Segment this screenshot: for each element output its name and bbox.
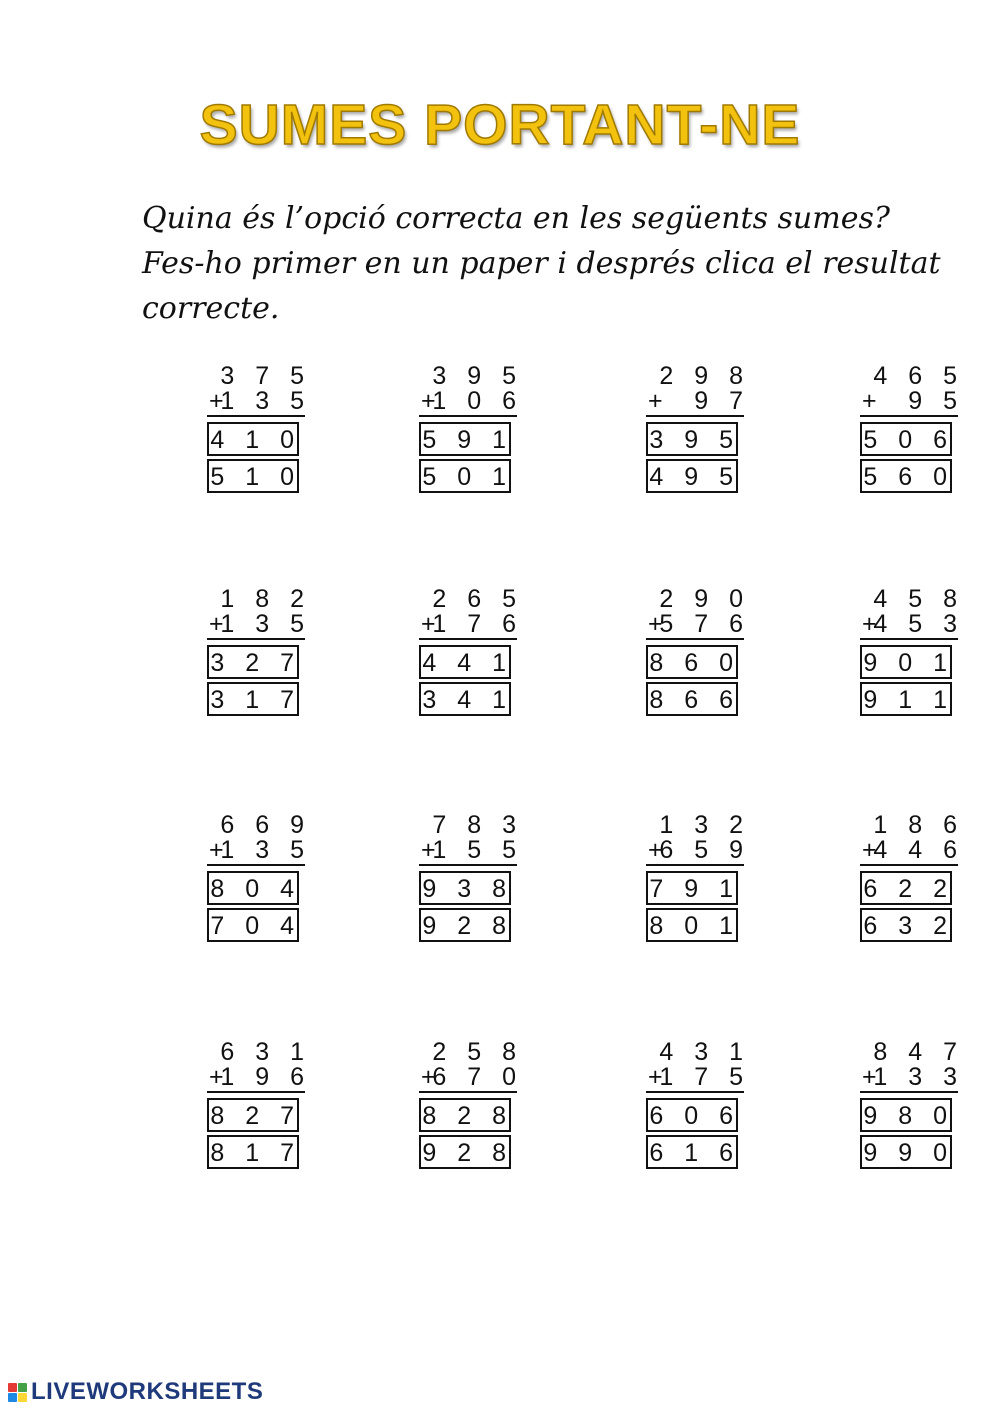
answer-value: 8 0 4 — [210, 875, 301, 903]
instruction-line: Fes-ho primer en un paper i després clica el resultat — [142, 246, 941, 281]
answer-option-a[interactable] — [207, 645, 299, 679]
operation-row — [860, 836, 964, 866]
answer-option-b[interactable] — [207, 1135, 299, 1169]
addend-bottom: 1 7 5 — [659, 1063, 750, 1091]
answer-value: 9 8 0 — [863, 1102, 954, 1130]
answer-value: 5 6 0 — [863, 463, 954, 491]
addend-top: 2 6 5 — [432, 585, 523, 613]
addend-bottom: 1 9 6 — [220, 1063, 311, 1091]
answer-value: 5 0 1 — [422, 463, 513, 491]
addend-top: 2 9 8 — [659, 362, 750, 390]
plus-sign: + — [648, 610, 663, 638]
answer-value: 9 1 1 — [863, 686, 954, 714]
addend-bottom: 6 7 0 — [432, 1063, 523, 1091]
addend-top: 6 3 1 — [220, 1038, 311, 1066]
plus-sign: + — [209, 836, 224, 864]
answer-option-b[interactable] — [207, 459, 299, 493]
addend-bottom: 1 0 6 — [432, 387, 523, 415]
addend-top: 1 8 2 — [220, 585, 311, 613]
addend-top: 3 7 5 — [220, 362, 311, 390]
operation-row — [207, 836, 311, 866]
plus-sign: + — [421, 1063, 436, 1091]
addend-bottom: 6 5 9 — [659, 836, 750, 864]
plus-sign: + — [862, 387, 877, 415]
answer-value: 8 0 1 — [649, 912, 740, 940]
answer-value: 3 1 7 — [210, 686, 301, 714]
operation-row — [207, 387, 311, 417]
addend-bottom: 1 3 5 — [220, 610, 311, 638]
answer-option-b[interactable] — [419, 1135, 511, 1169]
addend-top: 8 4 7 — [873, 1038, 964, 1066]
operation-row — [646, 836, 750, 866]
operation-row — [646, 387, 750, 417]
answer-option-a[interactable] — [646, 1098, 738, 1132]
answer-value: 9 9 0 — [863, 1139, 954, 1167]
answer-option-b[interactable] — [860, 682, 952, 716]
brand-name: LIVEWORKSHEETS — [31, 1378, 264, 1405]
addend-bottom: 5 7 6 — [659, 610, 750, 638]
addition-problem — [207, 1038, 311, 1188]
addition-problem — [860, 585, 964, 735]
answer-option-a[interactable] — [419, 422, 511, 456]
addend-bottom: 9 5 — [908, 387, 964, 415]
addition-problem — [860, 362, 964, 512]
plus-sign: + — [421, 387, 436, 415]
answer-value: 8 1 7 — [210, 1139, 301, 1167]
answer-option-a[interactable] — [860, 422, 952, 456]
addend-bottom: 9 7 — [694, 387, 750, 415]
operation-row — [207, 610, 311, 640]
addend-top: 6 6 9 — [220, 811, 311, 839]
answer-option-b[interactable] — [207, 908, 299, 942]
answer-option-a[interactable] — [860, 1098, 952, 1132]
answer-value: 9 0 1 — [863, 649, 954, 677]
answer-value: 5 0 6 — [863, 426, 954, 454]
logo-block — [18, 1393, 27, 1402]
operation-row — [646, 1063, 750, 1093]
answer-option-b[interactable] — [419, 908, 511, 942]
answer-value: 9 2 8 — [422, 912, 513, 940]
plus-sign: + — [421, 610, 436, 638]
page-title: SUMES PORTANT-NE — [199, 93, 801, 157]
addition-problem — [646, 811, 750, 961]
answer-value: 8 2 8 — [422, 1102, 513, 1130]
addend-bottom: 1 3 5 — [220, 836, 311, 864]
plus-sign: + — [862, 610, 877, 638]
footer — [8, 1377, 263, 1407]
operation-row — [860, 1063, 964, 1093]
answer-option-a[interactable] — [419, 645, 511, 679]
addend-top: 4 3 1 — [659, 1038, 750, 1066]
answer-option-b[interactable] — [646, 459, 738, 493]
addition-problem — [419, 811, 523, 961]
addend-top: 4 5 8 — [873, 585, 964, 613]
answer-option-a[interactable] — [207, 422, 299, 456]
plus-sign: + — [648, 1063, 663, 1091]
addend-top: 3 9 5 — [432, 362, 523, 390]
answer-option-a[interactable] — [207, 1098, 299, 1132]
answer-option-b[interactable] — [207, 682, 299, 716]
addition-problem — [419, 585, 523, 735]
answer-option-b[interactable] — [646, 908, 738, 942]
addition-problem — [207, 585, 311, 735]
addend-top: 2 9 0 — [659, 585, 750, 613]
addition-problem — [860, 1038, 964, 1188]
operation-row — [646, 610, 750, 640]
instructions — [142, 196, 941, 331]
addend-bottom: 1 3 5 — [220, 387, 311, 415]
addend-top: 1 8 6 — [873, 811, 964, 839]
answer-option-a[interactable] — [860, 871, 952, 905]
addition-problem — [207, 811, 311, 961]
addend-bottom: 1 7 6 — [432, 610, 523, 638]
addend-top: 2 5 8 — [432, 1038, 523, 1066]
answer-option-a[interactable] — [646, 871, 738, 905]
answer-option-a[interactable] — [419, 1098, 511, 1132]
answer-option-a[interactable] — [419, 871, 511, 905]
answer-value: 6 3 2 — [863, 912, 954, 940]
answer-option-b[interactable] — [646, 1135, 738, 1169]
answer-value: 8 6 0 — [649, 649, 740, 677]
answer-option-b[interactable] — [419, 682, 511, 716]
plus-sign: + — [862, 1063, 877, 1091]
answer-value: 8 6 6 — [649, 686, 740, 714]
answer-option-b[interactable] — [646, 682, 738, 716]
addition-problem — [646, 362, 750, 512]
addend-bottom: 1 3 3 — [873, 1063, 964, 1091]
plus-sign: + — [862, 836, 877, 864]
answer-value: 4 4 1 — [422, 649, 513, 677]
answer-value: 5 9 1 — [422, 426, 513, 454]
answer-value: 3 9 5 — [649, 426, 740, 454]
operation-row — [860, 610, 964, 640]
addend-bottom: 1 5 5 — [432, 836, 523, 864]
addition-problem — [860, 811, 964, 961]
answer-value: 9 2 8 — [422, 1139, 513, 1167]
operation-row — [207, 1063, 311, 1093]
plus-sign: + — [209, 610, 224, 638]
addend-bottom: 4 4 6 — [873, 836, 964, 864]
operation-row — [419, 610, 523, 640]
answer-option-a[interactable] — [207, 871, 299, 905]
addend-bottom: 4 5 3 — [873, 610, 964, 638]
addition-problem — [419, 1038, 523, 1188]
answer-value: 6 2 2 — [863, 875, 954, 903]
addition-problem — [646, 1038, 750, 1188]
answer-value: 5 1 0 — [210, 463, 301, 491]
answer-option-b[interactable] — [860, 459, 952, 493]
operation-row — [419, 1063, 523, 1093]
answer-value: 3 2 7 — [210, 649, 301, 677]
plus-sign: + — [209, 1063, 224, 1091]
logo-block — [8, 1393, 17, 1402]
liveworksheets-logo-icon — [8, 1383, 27, 1402]
plus-sign: + — [648, 387, 663, 415]
plus-sign: + — [648, 836, 663, 864]
answer-value: 4 1 0 — [210, 426, 301, 454]
logo-block — [8, 1383, 17, 1392]
answer-value: 7 9 1 — [649, 875, 740, 903]
plus-sign: + — [209, 387, 224, 415]
instruction-line: correcte. — [142, 291, 280, 326]
operation-row — [419, 387, 523, 417]
answer-value: 8 2 7 — [210, 1102, 301, 1130]
addition-problem — [646, 585, 750, 735]
answer-value: 9 3 8 — [422, 875, 513, 903]
answer-option-a[interactable] — [860, 645, 952, 679]
answer-option-b[interactable] — [860, 908, 952, 942]
answer-option-a[interactable] — [646, 645, 738, 679]
answer-value: 4 9 5 — [649, 463, 740, 491]
addition-problem — [419, 362, 523, 512]
addend-top: 4 6 5 — [873, 362, 964, 390]
operation-row — [860, 387, 964, 417]
addend-top: 1 3 2 — [659, 811, 750, 839]
answer-option-a[interactable] — [646, 422, 738, 456]
answer-value: 7 0 4 — [210, 912, 301, 940]
addition-problem — [207, 362, 311, 512]
answer-value: 6 0 6 — [649, 1102, 740, 1130]
answer-option-b[interactable] — [419, 459, 511, 493]
plus-sign: + — [421, 836, 436, 864]
answer-value: 6 1 6 — [649, 1139, 740, 1167]
addend-top: 7 8 3 — [432, 811, 523, 839]
operation-row — [419, 836, 523, 866]
answer-value: 3 4 1 — [422, 686, 513, 714]
answer-option-b[interactable] — [860, 1135, 952, 1169]
logo-block — [18, 1383, 27, 1392]
instruction-line: Quina és l’opció correcta en les següents sumes? — [142, 201, 890, 236]
